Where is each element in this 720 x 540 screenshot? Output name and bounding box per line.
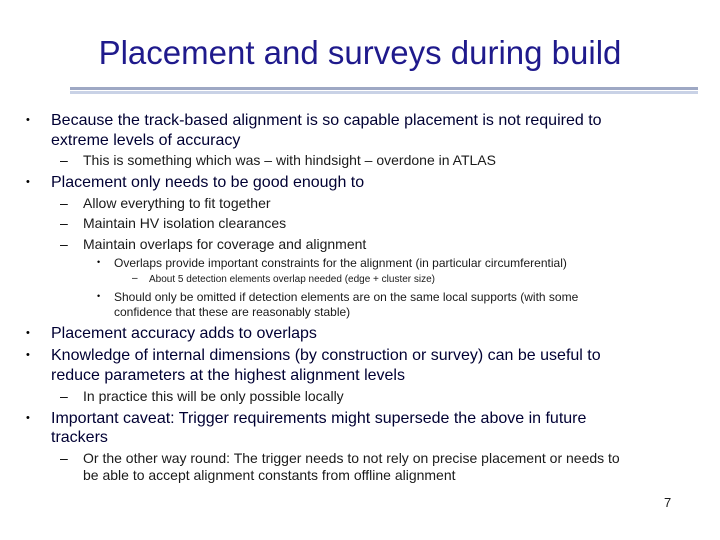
level3-text: Should only be omitted if detection elements are on the same local supports (with some — [114, 290, 579, 304]
sub-bullet-text: be able to accept alignment constants from offline alignment — [83, 467, 456, 483]
title-underline-shadow — [70, 91, 698, 94]
bullet-marker: • — [26, 114, 30, 126]
sub-bullet-text: Maintain HV isolation clearances — [83, 215, 287, 231]
dash-marker: – — [60, 195, 68, 211]
bullet-marker: • — [26, 327, 30, 339]
level4-text: About 5 detection elements overlap needed (edge + cluster size) — [149, 274, 436, 285]
bullet-text: Placement accuracy adds to overlaps — [51, 325, 317, 342]
bullet-text: Important caveat: Trigger requirements might supersede the above in future — [51, 410, 587, 427]
level3-bullet-marker: • — [97, 291, 101, 301]
bullet-marker: • — [26, 412, 30, 424]
bullet-text: reduce parameters at the highest alignment levels — [51, 367, 405, 384]
bullet-text: Placement only needs to be good enough to — [51, 174, 365, 191]
sub-bullet-text: In practice this will be only possible locally — [83, 388, 344, 404]
bullet-marker: • — [26, 349, 30, 361]
level3-bullet-marker: • — [97, 257, 101, 267]
dash-marker: – — [60, 388, 68, 404]
page-number: 7 — [664, 495, 672, 510]
title-underline — [70, 87, 698, 90]
dash-marker: – — [60, 236, 68, 252]
sub-bullet-text: Or the other way round: The trigger needs to not rely on precise placement or needs to — [83, 450, 620, 466]
dash-marker: – — [60, 215, 68, 231]
dash-marker: – — [60, 450, 68, 466]
bullet-text: Because the track-based alignment is so capable placement is not required to — [51, 112, 602, 129]
bullet-text: trackers — [51, 429, 108, 446]
bullet-marker: • — [26, 176, 30, 188]
sub-bullet-text: Maintain overlaps for coverage and alignment — [83, 236, 367, 252]
dash-marker: – — [60, 152, 68, 168]
level3-text: confidence that these are reasonably stable) — [114, 305, 351, 319]
level3-text: Overlaps provide important constraints for the alignment (in particular circumferential) — [114, 256, 567, 270]
sub-bullet-text: This is something which was – with hindsight – overdone in ATLAS — [83, 152, 496, 168]
bullet-text: extreme levels of accuracy — [51, 132, 241, 149]
bullet-text: Knowledge of internal dimensions (by construction or survey) can be useful to — [51, 347, 601, 364]
sub-bullet-text: Allow everything to fit together — [83, 195, 271, 211]
level4-dash-marker: – — [132, 273, 138, 284]
slide-title: Placement and surveys during build — [98, 34, 622, 71]
